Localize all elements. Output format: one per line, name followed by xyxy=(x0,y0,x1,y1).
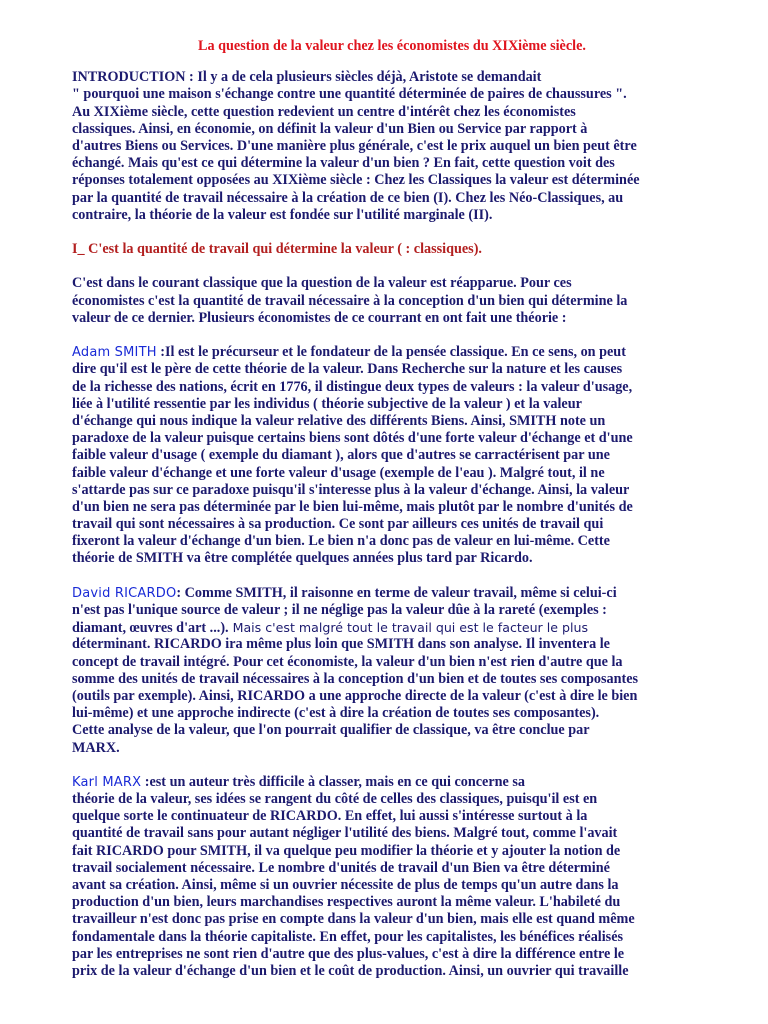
paragraph-line: d'un bien ne sera pas déterminée par le bien lui-même, mais plutôt par le nombre d'unités de xyxy=(72,498,633,515)
paragraph-line: échangé. Mais qu'est ce qui détermine la valeur d'un bien ? En fait, cette question voit des xyxy=(72,155,615,172)
paragraph-line: production d'un bien, leurs marchandises respectives auront la même valeur. L'habileté du xyxy=(72,894,621,911)
paragraph-line xyxy=(72,585,712,602)
spacer xyxy=(72,55,712,69)
spacer xyxy=(72,327,712,344)
paragraph-line: par les entreprises ne sont rien d'autre que des plus-values, c'est à dire la différence entre le xyxy=(72,945,625,962)
paragraph-line: " pourquoi une maison s'échange contre une quantité déterminée de paires de chaussures ". xyxy=(72,86,627,103)
paragraph-line: de la richesse des nations, écrit en 1776, il distingue deux types de valeurs : la valeur d'usage, xyxy=(72,378,633,395)
paragraph-line: fait RICARDO pour SMITH, il va quelque peu modifier la théorie et y ajouter la notion de xyxy=(72,842,621,859)
paragraph-line: MARX. xyxy=(72,739,120,756)
paragraph-line: n'est pas l'unique source de valeur ; il ne néglige pas la valeur dûe à la rareté (exemples : xyxy=(72,602,607,618)
paragraph-line: quantité de travail sans pour autant négliger l'utilité des biens. Malgré tout, comme l'avait xyxy=(72,825,618,842)
paragraph-line: somme des unités de travail nécessaires à la conception d'un bien et de toutes ses composantes xyxy=(72,670,639,687)
spacer xyxy=(72,258,712,275)
section-intro-paragraph xyxy=(72,275,712,327)
paragraph-line: s'attarde pas sur ce paradoxe puisqu'il s'interesse plus à la valeur d'échange. Ainsi, la valeur xyxy=(72,481,630,498)
title-line xyxy=(72,38,712,55)
paragraph-line: faible valeur d'échange et une forte valeur d'usage (exemple de l'eau ). Malgré tout, il ne xyxy=(72,464,605,481)
paragraph-text: diamant, œuvres d'art ...). xyxy=(72,620,229,637)
paragraph-line: Cette analyse de la valeur, que l'on pourrait qualifier de classique, va être conclue par xyxy=(72,722,590,739)
paragraph-text: :Il est le précurseur et le fondateur de la pensée classique. En ce sens, on peut xyxy=(156,344,626,361)
paragraph-line: lui-même) et une approche indirecte (c'est à dire la création de toutes ses composantes). xyxy=(72,705,600,722)
paragraph-line: fondamentale dans la théorie capitaliste. En effet, pour les capitalistes, les bénéfices réalisés xyxy=(72,928,624,945)
paragraph-line: déterminant. RICARDO ira même plus loin que SMITH dans son analyse. Il inventera le xyxy=(72,636,610,653)
introduction-paragraph xyxy=(72,69,712,224)
paragraph-text: : Comme SMITH, il raisonne en terme de valeur travail, même si celui-ci xyxy=(176,584,617,601)
smith-paragraph xyxy=(72,344,712,567)
paragraph-line: économistes c'est la quantité de travail nécessaire à la conception d'un bien qui détermine la xyxy=(72,292,628,309)
paragraph-line xyxy=(72,344,712,361)
document-page xyxy=(72,38,712,980)
author-name-marx: Karl MARX xyxy=(72,774,142,790)
paragraph-line xyxy=(72,619,712,636)
paragraph-line: classiques. Ainsi, en économie, on définit la valeur d'un Bien ou Service par rapport à xyxy=(72,120,588,137)
paragraph-line: travail socialement nécessaire. Le nombre d'unités de travail d'un Bien va être déterminé xyxy=(72,859,610,876)
paragraph-line: avant sa création. Ainsi, même si un ouvrier nécessite de plus de temps qu'un autre dans la xyxy=(72,877,619,893)
spacer xyxy=(72,568,712,585)
paragraph-line: INTRODUCTION : Il y a de cela plusieurs siècles déjà, Aristote se demandait xyxy=(72,69,542,86)
paragraph-line: (outils par exemple). Ainsi, RICARDO a une approche directe de la valeur (c'est à dire le bien xyxy=(72,687,638,704)
paragraph-line: théorie de la valeur, ses idées se rangent du côté de celles des classiques, puisqu'il est en xyxy=(72,791,598,808)
paragraph-line: Au XIXième siècle, cette question redevient un centre d'intérêt chez les économistes xyxy=(72,103,576,120)
spacer xyxy=(72,757,712,774)
paragraph-line: C'est dans le courant classique que la question de la valeur est réapparue. Pour ces xyxy=(72,275,572,292)
ricardo-paragraph xyxy=(72,585,712,757)
paragraph-line: concept de travail intégré. Pour cet économiste, la valeur d'un bien n'est rien d'autre que la xyxy=(72,653,623,670)
paragraph-line: théorie de SMITH va être complétée quelques années plus tard par Ricardo. xyxy=(72,550,533,567)
author-name-smith: Adam SMITH xyxy=(72,345,157,361)
section-heading: I_ C'est la quantité de travail qui détermine la valeur ( : classiques). xyxy=(72,241,482,258)
paragraph-line: prix de la valeur d'échange d'un bien et le coût de production. Ainsi, un ouvrier qui travaille xyxy=(72,962,629,979)
paragraph-line: travail qui sont nécessaires à sa production. Ce sont par ailleurs ces unités de travail qui xyxy=(72,516,604,533)
paragraph-line: par la quantité de travail nécessaire à la création de ce bien (I). Chez les Néo-Classiques, au xyxy=(72,189,624,206)
document-title: La question de la valeur chez les économistes du XIXième siècle. xyxy=(198,38,586,54)
paragraph-line: d'échange qui nous indique la valeur relative des différents Biens. Ainsi, SMITH note un xyxy=(72,412,606,429)
author-name-ricardo: David RICARDO xyxy=(72,585,177,601)
paragraph-text: :est un auteur très difficile à classer, mais en ce qui concerne sa xyxy=(141,773,525,790)
marx-paragraph xyxy=(72,774,712,980)
paragraph-line: contraire, la théorie de la valeur est fondée sur l'utilité marginale (II). xyxy=(72,206,493,223)
paragraph-line: travailleur n'est donc pas prise en compte dans la valeur d'un bien, mais elle est quand même xyxy=(72,911,635,928)
spacer xyxy=(72,224,712,241)
paragraph-line: liée à l'utilité ressentie par les individus ( théorie subjective de la valeur ) et la valeur xyxy=(72,395,582,412)
paragraph-text-sans: Mais c'est malgré tout le travail qui est le facteur le plus xyxy=(228,620,589,636)
paragraph-line: d'autres Biens ou Services. D'une manière plus générale, c'est le prix auquel un bien peut être xyxy=(72,137,637,154)
paragraph-line: valeur de ce dernier. Plusieurs économistes de ce courrant en ont fait une théorie : xyxy=(72,309,567,326)
paragraph-line xyxy=(72,774,712,791)
paragraph-line: dire qu'il est le père de cette théorie de la valeur. Dans Recherche sur la nature et les causes xyxy=(72,361,623,378)
paragraph-line: quelque sorte le continuateur de RICARDO. En effet, lui aussi s'intéresse surtout à la xyxy=(72,808,588,825)
paragraph-line: paradoxe de la valeur puisque certains biens sont dôtés d'une forte valeur d'échange et d'une xyxy=(72,430,633,447)
paragraph-line: faible valeur d'usage ( exemple du diamant ), alors que d'autres se carractérisent par une xyxy=(72,447,610,464)
paragraph-line: fixeront la valeur d'échange d'un bien. Le bien n'a donc pas de valeur en lui-même. Cette xyxy=(72,533,610,550)
paragraph-line: réponses totalement opposées au XIXième siècle : Chez les Classiques la valeur est déterminée xyxy=(72,172,640,189)
